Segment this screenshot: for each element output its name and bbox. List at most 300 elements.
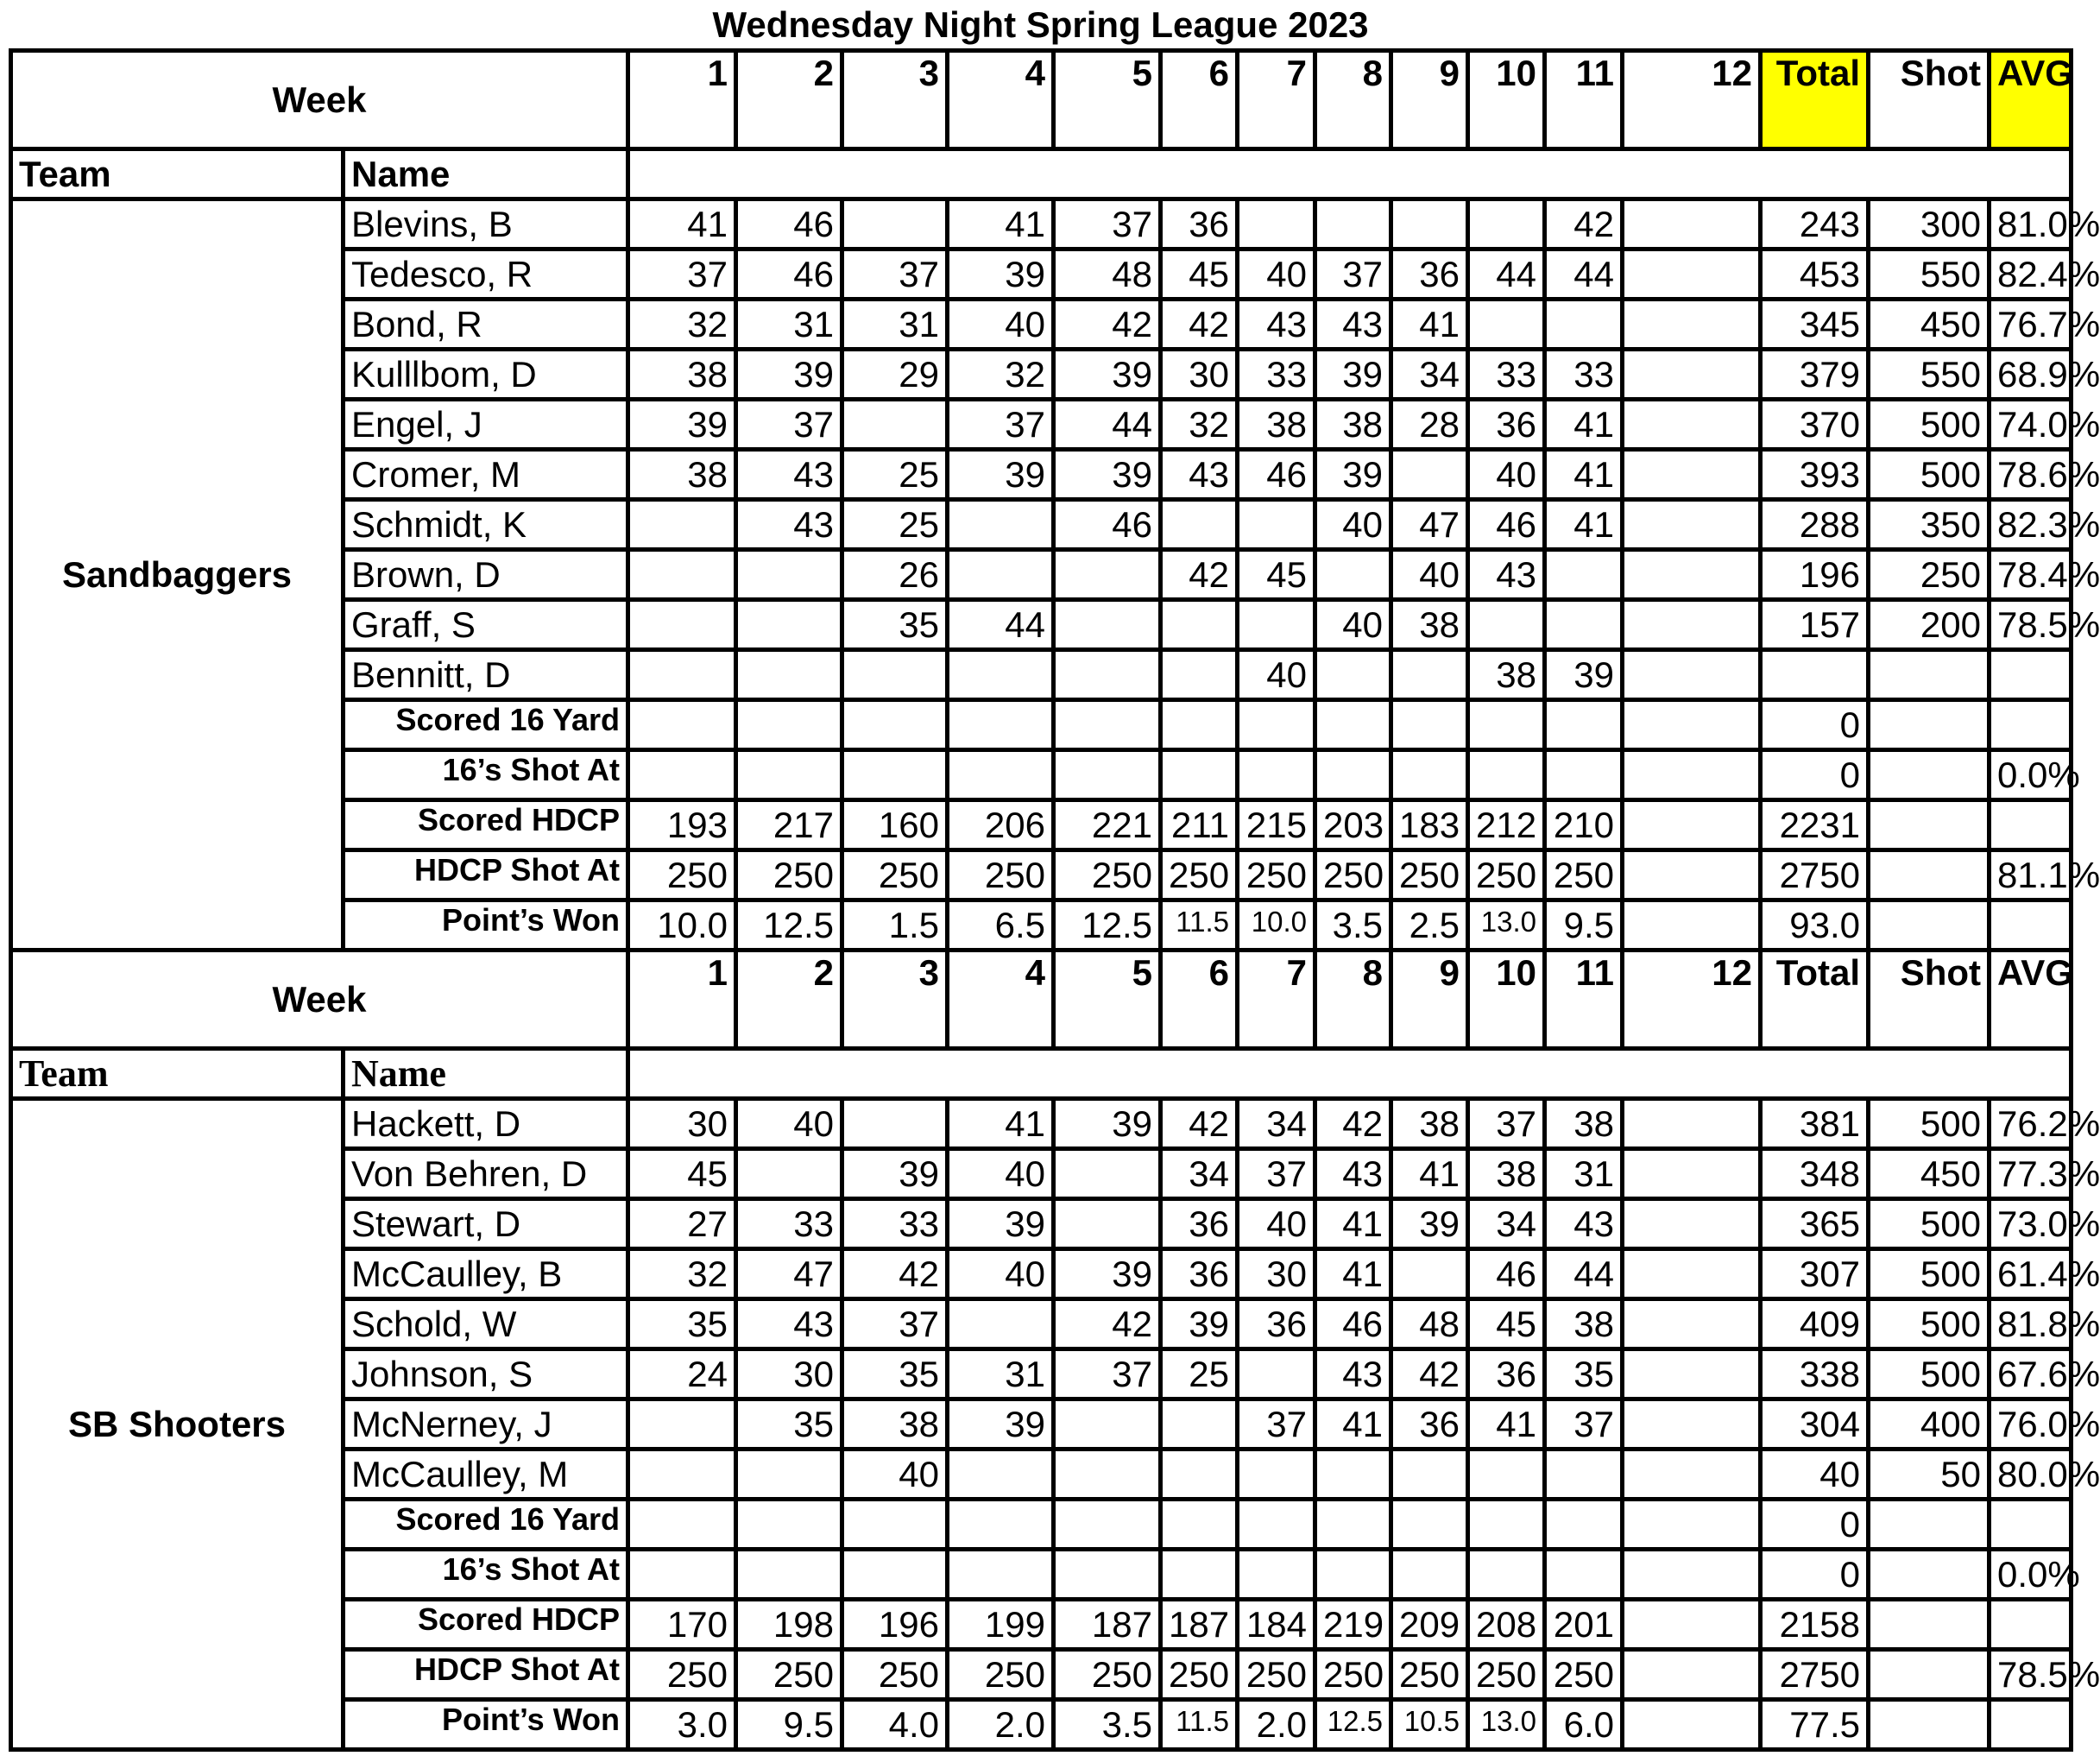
week-score: 25 (842, 450, 948, 500)
avg-header: AVG (1990, 951, 2072, 1049)
summary-week-value: 250 (736, 850, 842, 900)
player-name: Engel, J (344, 400, 628, 450)
summary-avg (1990, 700, 2072, 750)
player-name: Tedesco, R (344, 250, 628, 300)
player-shot: 350 (1869, 500, 1990, 550)
week-score (1054, 550, 1161, 600)
summary-week-value: 209 (1391, 1600, 1468, 1650)
points-value: 11.5 (1176, 905, 1229, 938)
week-score (948, 650, 1054, 700)
week-score: 32 (1161, 400, 1238, 450)
week-score: 45 (628, 1149, 736, 1199)
player-name: Schmidt, K (344, 500, 628, 550)
summary-total: 2750 (1761, 1650, 1869, 1700)
week-score: 37 (1315, 250, 1391, 300)
player-row (11, 1099, 2072, 1149)
week-score (842, 1099, 948, 1149)
week-score: 36 (1468, 1349, 1545, 1399)
week-score: 42 (1161, 300, 1238, 350)
week-score (1623, 650, 1761, 700)
summary-shot (1869, 900, 1990, 951)
week-score (628, 1399, 736, 1450)
avg-header: AVG (1990, 51, 2072, 149)
summary-week-value: 217 (736, 800, 842, 850)
points-value: 12.5 (1327, 1704, 1383, 1737)
summary-label: 16’s Shot At (344, 1550, 628, 1600)
week-score: 40 (1238, 1199, 1315, 1249)
week-score (1054, 1199, 1161, 1249)
player-shot: 550 (1869, 250, 1990, 300)
week-score (1391, 650, 1468, 700)
week-score (1468, 1450, 1545, 1500)
week-score: 41 (948, 1099, 1054, 1149)
team-label: Team (11, 1049, 344, 1099)
summary-week-value (842, 1550, 948, 1600)
week-score: 38 (1391, 600, 1468, 650)
summary-week-value: 9.5 (1545, 900, 1623, 951)
player-name: Johnson, S (344, 1349, 628, 1399)
player-total: 196 (1761, 550, 1869, 600)
week-score (1315, 199, 1391, 250)
player-total: 304 (1761, 1399, 1869, 1450)
week-score (1545, 550, 1623, 600)
summary-week-value: 193 (628, 800, 736, 850)
week-score: 43 (736, 450, 842, 500)
summary-week-value (628, 700, 736, 750)
week-score (1545, 300, 1623, 350)
summary-week-value: 250 (628, 850, 736, 900)
summary-week-value: 215 (1238, 800, 1315, 850)
week-score: 43 (1315, 300, 1391, 350)
week-score: 37 (948, 400, 1054, 450)
week-score: 24 (628, 1349, 736, 1399)
week-score (1391, 1450, 1468, 1500)
week-score: 47 (1391, 500, 1468, 550)
summary-avg (1990, 1500, 2072, 1550)
summary-week-value: 3.0 (628, 1700, 736, 1750)
summary-week-value (842, 750, 948, 800)
week-score: 39 (1054, 450, 1161, 500)
week-score: 35 (842, 1349, 948, 1399)
summary-avg: 81.1% (1990, 850, 2072, 900)
summary-week-value (1468, 900, 1545, 951)
week-number: 7 (1238, 51, 1315, 149)
week-score (948, 1450, 1054, 1500)
page-title: Wednesday Night Spring League 2023 (712, 4, 1369, 45)
week-score: 40 (1315, 500, 1391, 550)
week-score: 38 (1545, 1099, 1623, 1149)
week-score: 40 (1391, 550, 1468, 600)
summary-week-value: 9.5 (736, 1700, 842, 1750)
week-score: 39 (628, 400, 736, 450)
week-score: 42 (842, 1249, 948, 1299)
week-score: 37 (1054, 199, 1161, 250)
week-score (1054, 650, 1161, 700)
week-score: 38 (1315, 400, 1391, 450)
week-score: 33 (736, 1199, 842, 1249)
summary-shot (1869, 1550, 1990, 1600)
summary-shot (1869, 700, 1990, 750)
week-score: 44 (1054, 400, 1161, 450)
player-total: 453 (1761, 250, 1869, 300)
week-score: 39 (1054, 350, 1161, 400)
summary-week-value (628, 1500, 736, 1550)
summary-week-value: 250 (1391, 1650, 1468, 1700)
week-number: 3 (842, 51, 948, 149)
player-avg: 76.2% (1990, 1099, 2072, 1149)
summary-week-value (1315, 750, 1391, 800)
week-score: 26 (842, 550, 948, 600)
summary-week-value: 250 (1161, 850, 1238, 900)
summary-week-value (1545, 1500, 1623, 1550)
summary-label: Point’s Won (344, 900, 628, 951)
week-score (1623, 350, 1761, 400)
team-name-header-row (11, 149, 2072, 199)
week-score: 41 (1468, 1399, 1545, 1450)
week-score (1623, 1399, 1761, 1450)
summary-week-value (1391, 1550, 1468, 1600)
player-avg: 78.5% (1990, 600, 2072, 650)
week-score: 46 (1315, 1299, 1391, 1349)
week-score (628, 550, 736, 600)
week-score (1238, 600, 1315, 650)
player-shot: 400 (1869, 1399, 1990, 1450)
summary-label: Point’s Won (344, 1700, 628, 1750)
summary-week-value: 212 (1468, 800, 1545, 850)
summary-week-value: 250 (628, 1650, 736, 1700)
summary-total: 2158 (1761, 1600, 1869, 1650)
summary-week-value (1391, 700, 1468, 750)
player-shot: 500 (1869, 1349, 1990, 1399)
summary-week-value: 6.5 (948, 900, 1054, 951)
summary-week-value (1468, 1550, 1545, 1600)
week-score: 46 (1468, 1249, 1545, 1299)
points-value: 10.5 (1403, 1704, 1460, 1737)
week-score (628, 600, 736, 650)
summary-week-value (1545, 750, 1623, 800)
summary-week-value (1315, 1500, 1391, 1550)
summary-week-value: 2.5 (1391, 900, 1468, 951)
summary-avg (1990, 1600, 2072, 1650)
summary-shot (1869, 1500, 1990, 1550)
header-spacer (628, 149, 2072, 199)
week-score (736, 650, 842, 700)
week-score (1238, 500, 1315, 550)
summary-total: 0 (1761, 1550, 1869, 1600)
week-score: 39 (1315, 350, 1391, 400)
summary-week-value: 170 (628, 1600, 736, 1650)
points-value: 11.5 (1176, 1704, 1229, 1737)
week-score: 40 (948, 1249, 1054, 1299)
week-header-row (11, 51, 2072, 149)
summary-week-value: 160 (842, 800, 948, 850)
week-score (628, 1450, 736, 1500)
player-name: Graff, S (344, 600, 628, 650)
player-total: 40 (1761, 1450, 1869, 1500)
week-score: 30 (1161, 350, 1238, 400)
player-avg: 81.0% (1990, 199, 2072, 250)
week-score: 39 (948, 1399, 1054, 1450)
week-score: 37 (1054, 1349, 1161, 1399)
summary-week-value: 199 (948, 1600, 1054, 1650)
week-score: 45 (1468, 1299, 1545, 1349)
summary-week-value (948, 750, 1054, 800)
week-score: 36 (1468, 400, 1545, 450)
week-label: Week (11, 951, 628, 1049)
week-score: 41 (628, 199, 736, 250)
player-name: Bennitt, D (344, 650, 628, 700)
summary-week-value: 250 (1054, 850, 1161, 900)
week-score (1238, 199, 1315, 250)
player-avg: 77.3% (1990, 1149, 2072, 1199)
week-score (1161, 500, 1238, 550)
week-score (948, 500, 1054, 550)
week-score: 40 (1238, 250, 1315, 300)
points-value: 10.0 (1251, 905, 1307, 938)
week-number: 4 (948, 51, 1054, 149)
week-score: 45 (1161, 250, 1238, 300)
summary-avg (1990, 1700, 2072, 1750)
week-score (948, 550, 1054, 600)
summary-week-value: 12.5 (1054, 900, 1161, 951)
week-score (1623, 550, 1761, 600)
summary-week-value (1238, 750, 1315, 800)
summary-week-value: 250 (948, 1650, 1054, 1700)
week-score (1468, 600, 1545, 650)
week-number: 1 (628, 51, 736, 149)
summary-week-value: 203 (1315, 800, 1391, 850)
week-score: 46 (736, 250, 842, 300)
week-score (1623, 300, 1761, 350)
week-score: 39 (1161, 1299, 1238, 1349)
summary-week-value (842, 1500, 948, 1550)
summary-week-value (948, 700, 1054, 750)
summary-week-value: 4.0 (842, 1700, 948, 1750)
name-label: Name (344, 1049, 628, 1099)
week-score: 46 (1054, 500, 1161, 550)
week-score: 40 (948, 300, 1054, 350)
summary-week-value (736, 750, 842, 800)
week-score (1623, 1149, 1761, 1199)
week-score: 43 (736, 1299, 842, 1349)
week-score: 40 (1238, 650, 1315, 700)
player-name: Brown, D (344, 550, 628, 600)
summary-week-value (948, 1500, 1054, 1550)
week-score (1315, 550, 1391, 600)
week-score: 38 (628, 350, 736, 400)
player-total: 338 (1761, 1349, 1869, 1399)
summary-week-value: 250 (1238, 850, 1315, 900)
summary-week-value: 187 (1054, 1600, 1161, 1650)
summary-week-value: 250 (948, 850, 1054, 900)
week-score: 36 (1161, 199, 1238, 250)
week-score: 38 (1545, 1299, 1623, 1349)
week-score: 41 (1315, 1249, 1391, 1299)
summary-week-value (1545, 700, 1623, 750)
week-score: 42 (1545, 199, 1623, 250)
week-score: 36 (1161, 1199, 1238, 1249)
player-total: 379 (1761, 350, 1869, 400)
summary-week-value: 250 (736, 1650, 842, 1700)
week-score: 39 (948, 250, 1054, 300)
team-name: SB Shooters (11, 1099, 344, 1750)
summary-week-value: 250 (1545, 850, 1623, 900)
summary-week-value (628, 1550, 736, 1600)
week-score: 37 (842, 1299, 948, 1349)
summary-week-value (1054, 1500, 1161, 1550)
week-score (1623, 250, 1761, 300)
summary-week-value: 1.5 (842, 900, 948, 951)
week-label: Week (11, 51, 628, 149)
player-total: 243 (1761, 199, 1869, 250)
summary-week-value (1623, 900, 1761, 951)
summary-week-value: 196 (842, 1600, 948, 1650)
summary-avg: 0.0% (1990, 750, 2072, 800)
summary-week-value (1054, 700, 1161, 750)
summary-week-value (1315, 1550, 1391, 1600)
player-shot: 300 (1869, 199, 1990, 250)
player-name: Cromer, M (344, 450, 628, 500)
week-score (1315, 1450, 1391, 1500)
week-score: 35 (628, 1299, 736, 1349)
week-number: 2 (736, 951, 842, 1049)
player-shot: 500 (1869, 1299, 1990, 1349)
player-shot: 250 (1869, 550, 1990, 600)
week-score: 37 (736, 400, 842, 450)
summary-week-value: 198 (736, 1600, 842, 1650)
summary-week-value (1054, 1550, 1161, 1600)
player-avg: 67.6% (1990, 1349, 2072, 1399)
player-total: 307 (1761, 1249, 1869, 1299)
summary-week-value (1623, 1650, 1761, 1700)
week-score: 31 (736, 300, 842, 350)
player-shot: 200 (1869, 600, 1990, 650)
summary-total: 2231 (1761, 800, 1869, 850)
summary-week-value (1623, 750, 1761, 800)
summary-week-value: 250 (1161, 1650, 1238, 1700)
summary-week-value: 250 (1315, 1650, 1391, 1700)
week-score: 34 (1238, 1099, 1315, 1149)
summary-week-value (736, 700, 842, 750)
summary-shot (1869, 750, 1990, 800)
summary-week-value: 250 (1054, 1650, 1161, 1700)
summary-label: HDCP Shot At (344, 850, 628, 900)
week-score: 44 (1545, 1249, 1623, 1299)
week-score (736, 600, 842, 650)
week-number: 6 (1161, 51, 1238, 149)
week-score: 39 (1545, 650, 1623, 700)
player-avg: 81.8% (1990, 1299, 2072, 1349)
week-score: 42 (1161, 550, 1238, 600)
summary-week-value: 211 (1161, 800, 1238, 850)
summary-week-value: 250 (1468, 850, 1545, 900)
summary-week-value (1468, 700, 1545, 750)
week-number: 12 (1623, 51, 1761, 149)
week-score: 43 (1545, 1199, 1623, 1249)
week-score: 38 (1238, 400, 1315, 450)
week-score (1545, 1450, 1623, 1500)
summary-week-value (628, 750, 736, 800)
week-score: 35 (736, 1399, 842, 1450)
week-score (1545, 600, 1623, 650)
summary-week-value: 187 (1161, 1600, 1238, 1650)
week-score: 41 (948, 199, 1054, 250)
week-score (1238, 1349, 1315, 1399)
summary-total: 0 (1761, 700, 1869, 750)
week-score: 48 (1391, 1299, 1468, 1349)
summary-week-value (1468, 1700, 1545, 1750)
week-score (1468, 199, 1545, 250)
week-score: 30 (736, 1349, 842, 1399)
player-shot: 500 (1869, 1199, 1990, 1249)
week-score: 39 (842, 1149, 948, 1199)
week-score: 39 (948, 450, 1054, 500)
points-value: 13.0 (1480, 905, 1536, 938)
summary-week-value (1315, 1700, 1391, 1750)
summary-label: Scored HDCP (344, 800, 628, 850)
week-number: 9 (1391, 51, 1468, 149)
week-score (842, 400, 948, 450)
summary-total: 77.5 (1761, 1700, 1869, 1750)
week-score: 41 (1391, 1149, 1468, 1199)
week-score: 41 (1315, 1199, 1391, 1249)
team-name: Sandbaggers (11, 199, 344, 951)
week-score (1161, 650, 1238, 700)
summary-total: 0 (1761, 750, 1869, 800)
summary-week-value (1623, 700, 1761, 750)
summary-label: 16’s Shot At (344, 750, 628, 800)
summary-week-value (1161, 1550, 1238, 1600)
week-score: 36 (1161, 1249, 1238, 1299)
summary-week-value (842, 700, 948, 750)
summary-week-value (1238, 1500, 1315, 1550)
summary-week-value: 206 (948, 800, 1054, 850)
week-score (1054, 1149, 1161, 1199)
summary-total: 93.0 (1761, 900, 1869, 951)
player-name: Von Behren, D (344, 1149, 628, 1199)
summary-week-value (1238, 900, 1315, 951)
summary-week-value (1238, 700, 1315, 750)
week-score: 38 (1468, 650, 1545, 700)
player-total: 409 (1761, 1299, 1869, 1349)
summary-shot (1869, 1650, 1990, 1700)
summary-week-value (1623, 850, 1761, 900)
week-score (1468, 300, 1545, 350)
week-score: 33 (1238, 350, 1315, 400)
summary-week-value: 250 (1315, 850, 1391, 900)
week-score: 25 (1161, 1349, 1238, 1399)
week-score: 37 (1468, 1099, 1545, 1149)
week-score (1623, 1299, 1761, 1349)
summary-week-value (736, 1550, 842, 1600)
player-avg: 78.4% (1990, 550, 2072, 600)
summary-label: Scored 16 Yard (344, 700, 628, 750)
week-score: 39 (1315, 450, 1391, 500)
week-score: 37 (1238, 1149, 1315, 1199)
week-score: 48 (1054, 250, 1161, 300)
week-score: 38 (1468, 1149, 1545, 1199)
week-score: 31 (948, 1349, 1054, 1399)
summary-week-value: 3.5 (1054, 1700, 1161, 1750)
summary-week-value (1545, 1550, 1623, 1600)
week-score: 43 (1238, 300, 1315, 350)
week-score (1054, 1399, 1161, 1450)
summary-week-value (1161, 1700, 1238, 1750)
week-score: 36 (1391, 250, 1468, 300)
summary-week-value: 12.5 (736, 900, 842, 951)
week-score (1161, 1399, 1238, 1450)
week-number: 9 (1391, 951, 1468, 1049)
